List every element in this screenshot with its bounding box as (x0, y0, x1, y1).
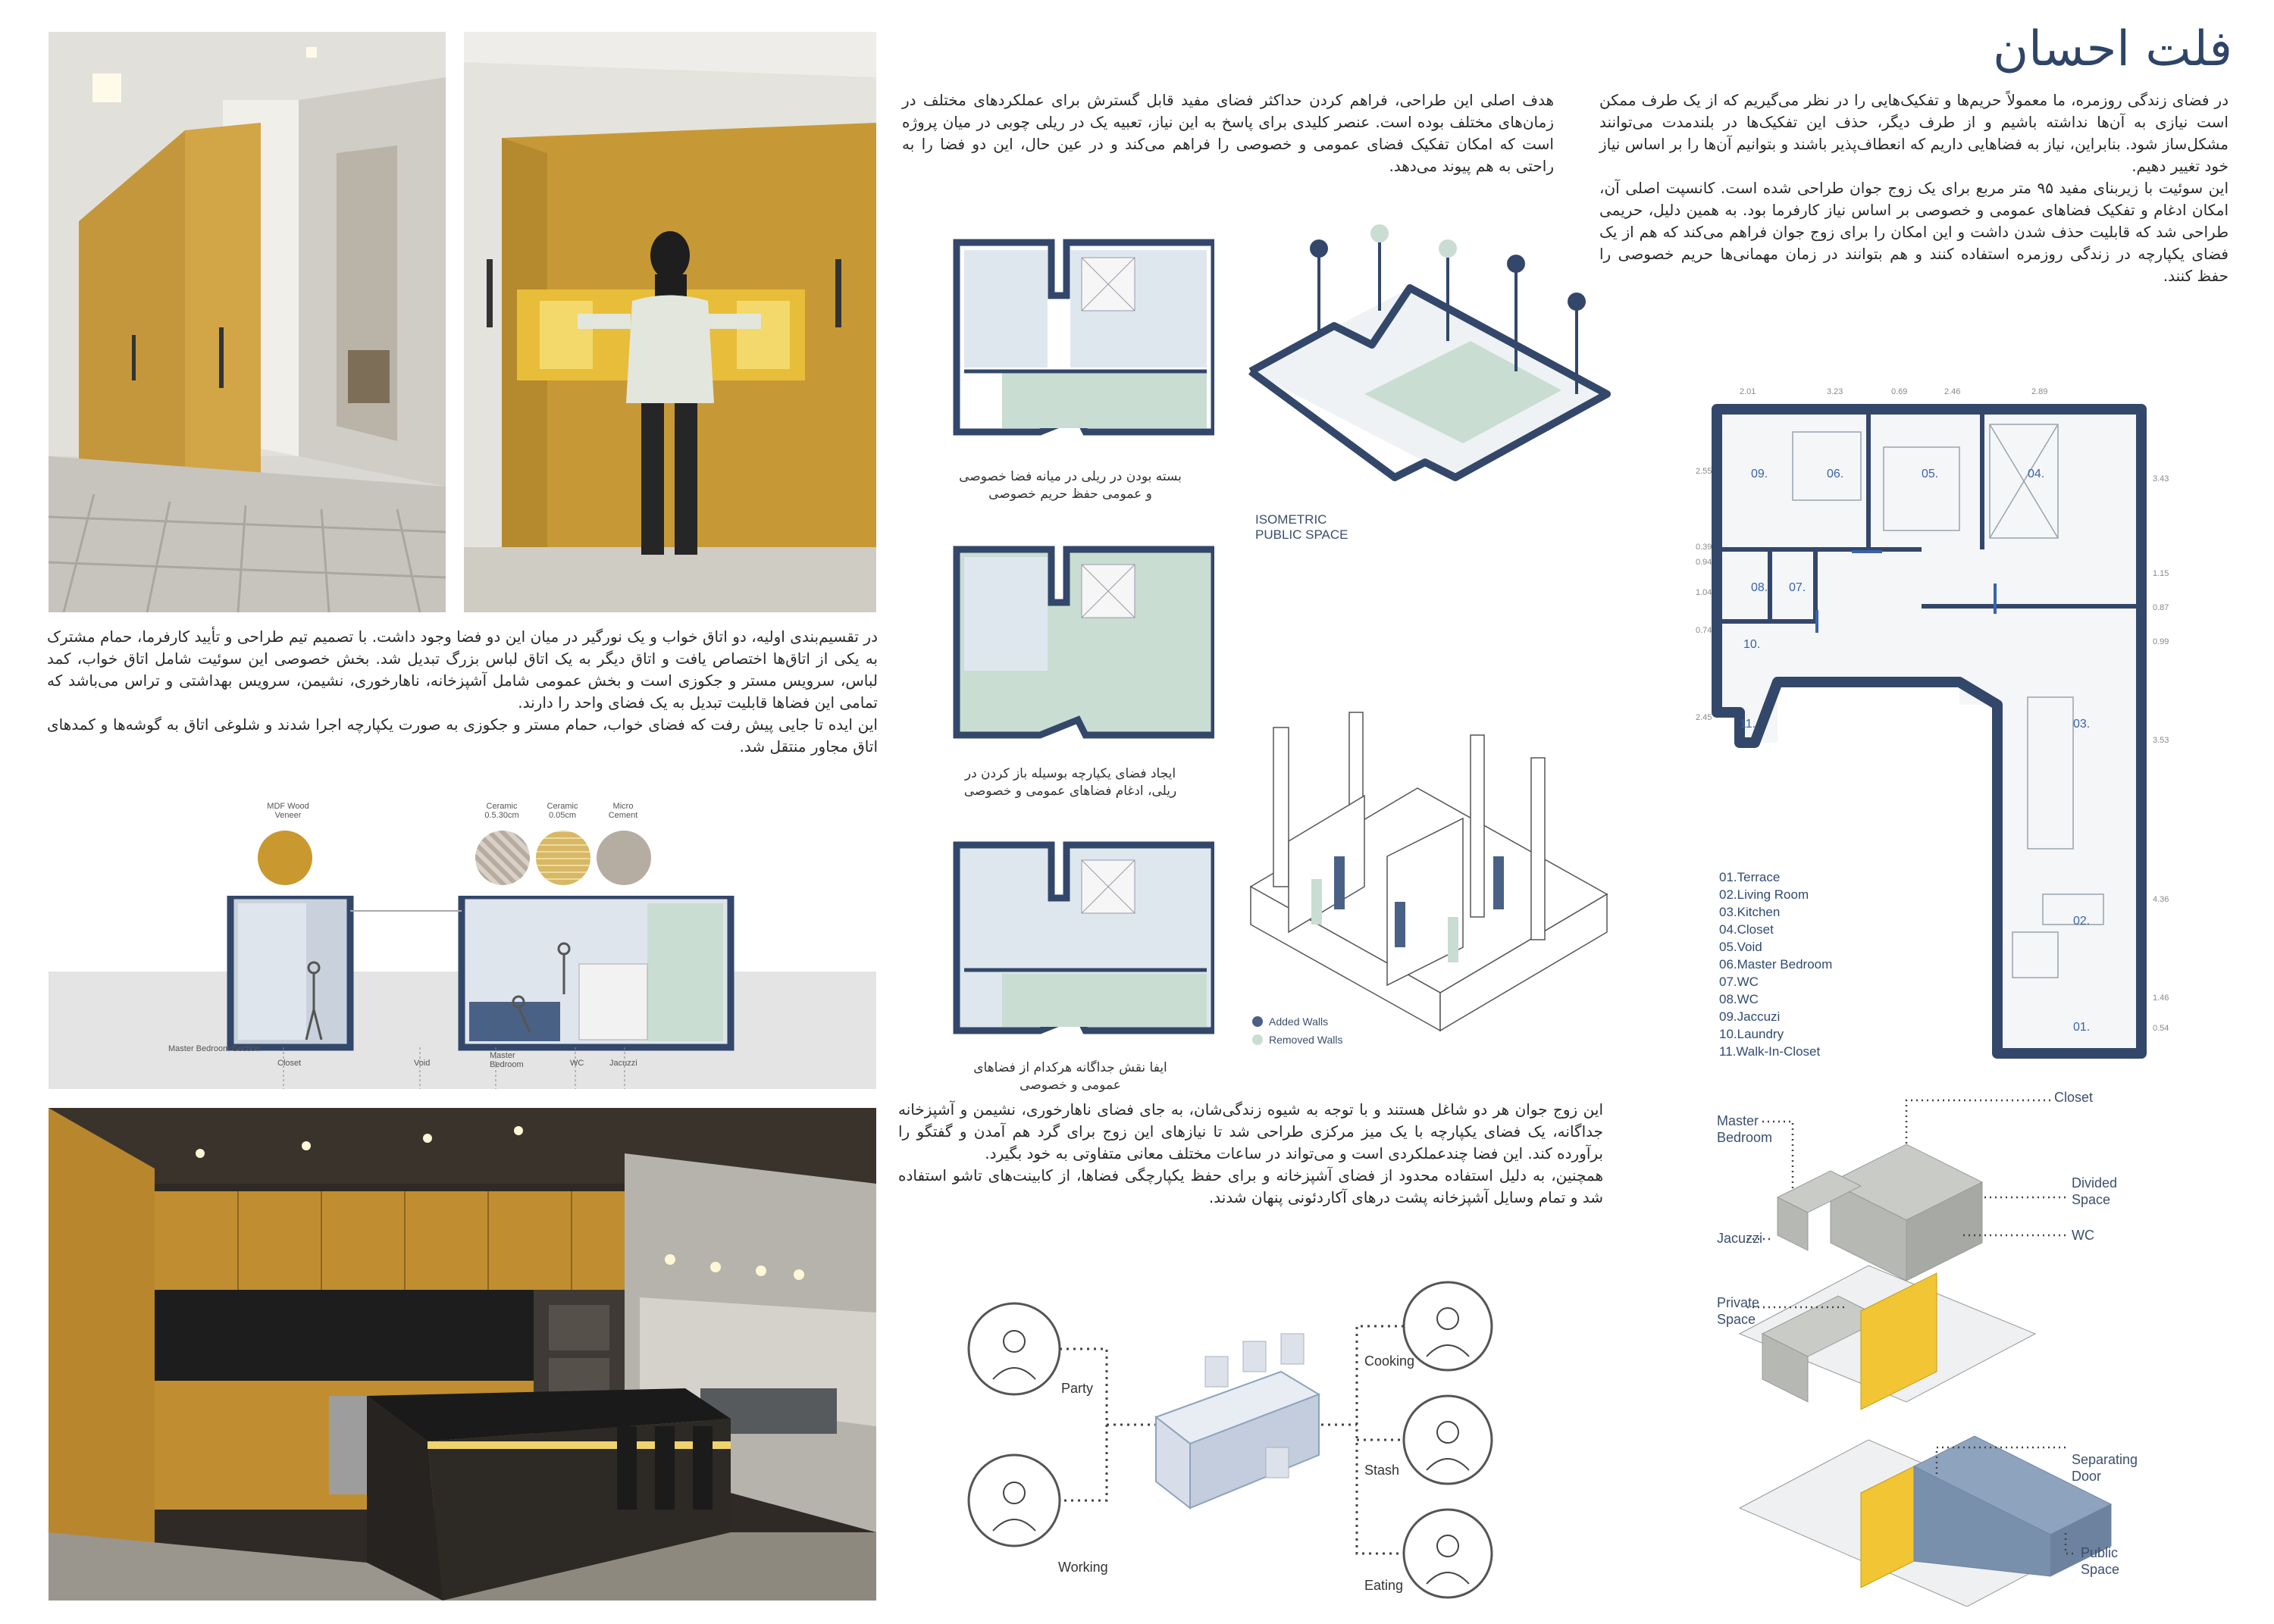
intro-paragraph: در فضای زندگی روزمره، ما معمولاً حریم‌ها و تفکیک‌هایی را در نظر می‌گیریم که از یک طرف ممکن است نیازی به آن‌ها نداشته باشیم و از طرف دیگر، حذف این تفکیک‌ها در بلندمدت می‌توانند مشکل‌ساز شود. بنابراین، نیاز به فضاهایی داریم که انعطاف‌پذیر باشند و بتوانیم آن‌ها را بر اساس نیاز خود تغییر دهیم. این سوئیت با زیربنای مفید ۹۵ متر مربع برای یک زوج جوان طراحی شده است. کانسپت اصلی آن، امکان ادغام و تفکیک فضاهای عمومی و خصوصی بر اساس نیاز کارفرما بود. به همین دلیل، حریمی طراحی شد که قابلیت حذف شدن داشت و این امکان را برای زوج جوان فراهم می‌کند که هم از یک فضای یکپارچه در زندگی روزمره استفاده کنند و هم بتوانند در زمان مهمانی‌ها حریم خصوصی را حفظ کنند. (1599, 91, 2229, 285)
room-legend-item: 09.Jaccuzi (1719, 1009, 1781, 1024)
activity-label-stash: Stash (1364, 1463, 1400, 1478)
corridor-photo-drawing (49, 32, 446, 612)
dimension-label: 4.36 (2153, 895, 2169, 904)
dimension-label: 0.54 (2153, 1024, 2169, 1033)
room-legend-item: 08.WC (1719, 992, 1759, 1006)
small-plan-1 (926, 227, 1214, 455)
exploded-axonometric (1717, 1084, 2141, 1607)
material-swatch-microcement (597, 831, 651, 885)
master-bedroom-section (49, 896, 876, 1089)
activity-label-party: Party (1061, 1381, 1094, 1396)
section-label-master: Master Bedroom (490, 1051, 524, 1069)
removed-walls-swatch (1252, 1034, 1263, 1045)
section-title: Master Bedroom Section (168, 1044, 261, 1053)
material-swatch-ceramic-herringbone (475, 831, 530, 885)
material-label-4: Micro Cement (608, 802, 638, 820)
room-legend-item: 10.Laundry (1719, 1027, 1784, 1041)
kitchen-photo-drawing (49, 1108, 876, 1601)
material-swatch-ceramic-grid (536, 831, 590, 885)
exploded-label-closet: Closet (2054, 1090, 2094, 1105)
dimension-label: 0.39 (1696, 543, 1712, 552)
couple-paragraph: این زوج جوان هر دو شاغل هستند و با توجه به شیوه زندگی‌شان، به جای فضای ناهارخوری، نشیمن و آشپزخانه جداگانه، یک فضای یکپارچه با یک میز مرکزی طراحی شد تا نیازهای این زوج برای گرد هم آمدن و گفتگو را برآورده کند. این فضا چندعملکردی است و می‌تواند در ساعات مختلف معانی متفاوتی به خود بگیرد. همچنین، به دلیل استفاده محدود از فضای آشپزخانه و برای حفظ یکپارچگی فضاها، از کابینت‌های تاشو استفاده شد و تمام وسایل آشپزخانه پشت درهای آکاردئونی پنهان شدند. (898, 1100, 1603, 1206)
isometric-public-space (1243, 220, 1637, 500)
room-number-label: 11. (1740, 718, 1756, 731)
isometric-label: ISOMETRIC PUBLIC SPACE (1255, 512, 1348, 542)
added-walls-label: Added Walls (1269, 1015, 1329, 1028)
exploded-label-private: Private Space (1717, 1295, 1760, 1327)
dimension-label: 2.01 (1740, 387, 1756, 396)
small-plan-3 (926, 834, 1214, 1053)
exploded-label-jacuzzi: Jacuzzi (1717, 1231, 1763, 1246)
plan-diagram-separate (926, 834, 1214, 1053)
walls-legend-added (1252, 1015, 1328, 1028)
exploded-drawing (1717, 1084, 2141, 1607)
room-legend-item: 06.Master Bedroom (1719, 957, 1833, 972)
material-label-3: Ceramic 0.05cm (547, 802, 578, 820)
exploded-label-public: Public Space (2081, 1545, 2120, 1577)
plan-diagram-open (926, 538, 1214, 758)
material-label-2: Ceramic 0.5.30cm (484, 802, 519, 820)
section-label-closet: Closet (277, 1059, 302, 1068)
section-drawing (49, 896, 876, 1089)
page-title: فلت احسان (1993, 21, 2232, 77)
dimension-label: 2.45 (1696, 713, 1712, 722)
dimension-label: 2.46 (1944, 387, 1961, 396)
room-number-label: 03. (2073, 718, 2091, 731)
room-legend-item: 03.Kitchen (1719, 905, 1781, 919)
photo-corridor-door (49, 32, 446, 612)
room-legend-item: 02.Living Room (1719, 887, 1809, 902)
dimension-label: 3.53 (2153, 736, 2169, 745)
exploded-label-separating: Separating Door (2072, 1452, 2138, 1484)
room-number-label: 05. (1922, 468, 1939, 480)
small-plan-2 (926, 538, 1214, 758)
activity-label-cooking: Cooking (1364, 1353, 1415, 1369)
room-legend (1719, 868, 1947, 1060)
added-walls-swatch (1252, 1016, 1263, 1027)
dimension-label: 0.99 (2153, 637, 2169, 646)
materials-panel (250, 802, 675, 885)
plan-diagram-closed (926, 227, 1214, 455)
room-legend-item: 01.Terrace (1719, 870, 1781, 884)
room-legend-item: 11.Walk-In-Closet (1719, 1044, 1821, 1059)
section-label-void: Void (414, 1059, 431, 1068)
material-label-1: MDF Wood Veneer (267, 802, 309, 820)
partition-paragraph: در تقسیم‌بندی اولیه، دو اتاق خواب و یک نورگیر در میان این دو فضا وجود داشت. با تصمیم تیم طراحی و تأیید کارفرما، حمام مشترک به یکی از اتاق‌ها اختصاص یافت و اتاق دیگر به یک اتاق لباس بزرگ تبدیل شد. بخش خصوصی این سوئیت شامل اتاق خواب، کمد لباس، سرویس مستر و جکوزی است و بخش عمومی شامل آشپزخانه، ناهارخوری، نشیمن، سرویس بهداشتی و تراس می‌باشد که تمامی این فضاها قابلیت تبدیل به یک فضای واحد را دارند. این ایده تا جایی پیش رفت که فضای خواب، حمام مستر و جکوزی به صورت یکپارچه اجرا شدند و شلوغی اتاق به گوشه‌ها و کمدهای اتاق مجاور منتقل شد. (47, 627, 878, 756)
room-number-label: 04. (2028, 468, 2045, 480)
woman-photo-drawing (464, 32, 876, 612)
isometric-drawing (1243, 220, 1637, 500)
room-number-label: 02. (2073, 915, 2091, 928)
section-label-jacuzzi: Jacuzzi (609, 1059, 637, 1068)
plan-caption-3: ایفا نقش جداگانه هرکدام از فضاهای عمومی و خصوصی (973, 1060, 1167, 1093)
photo-woman-door (464, 32, 876, 612)
material-swatch-wood (258, 831, 312, 885)
dimension-label: 2.55 (1696, 467, 1712, 476)
walls-legend-removed (1252, 1034, 1343, 1046)
dimension-label: 1.04 (1696, 588, 1712, 597)
room-number-label: 10. (1743, 638, 1761, 651)
dimension-label: 3.23 (1827, 387, 1843, 396)
dimension-label: 3.43 (2153, 474, 2169, 483)
activities-diagram (963, 1281, 1508, 1607)
dimension-label: 2.89 (2031, 387, 2048, 396)
exploded-label-divided: Divided Space (2072, 1175, 2118, 1207)
room-number-label: 08. (1751, 581, 1768, 594)
room-number-label: 07. (1789, 581, 1806, 594)
photo-kitchen (49, 1108, 876, 1601)
section-label-wc: WC (570, 1059, 584, 1068)
exploded-label-wc: WC (2072, 1228, 2094, 1243)
dimension-label: 0.94 (1696, 558, 1712, 567)
dimension-label: 0.74 (1696, 626, 1712, 635)
dimension-label: 1.15 (2153, 569, 2169, 578)
dimension-label: 0.87 (2153, 603, 2169, 612)
exploded-label-master: Master Bedroom (1717, 1113, 1773, 1145)
activity-label-eating: Eating (1364, 1578, 1404, 1593)
dimension-label: 0.69 (1891, 387, 1908, 396)
dimension-label: 1.46 (2153, 993, 2169, 1003)
removed-walls-label: Removed Walls (1269, 1034, 1343, 1046)
room-legend-item: 07.WC (1719, 975, 1759, 989)
room-number-label: 06. (1827, 468, 1844, 480)
activities-drawing (963, 1281, 1508, 1607)
activity-label-working: Working (1058, 1560, 1108, 1575)
plan-caption-2: ایجاد فضای یکپارچه بوسیله باز کردن در ریلی، ادغام فضاهای عمومی و خصوصی (963, 766, 1177, 799)
room-number-label: 01. (2073, 1021, 2091, 1034)
room-number-label: 09. (1751, 468, 1768, 480)
room-legend-item: 04.Closet (1719, 922, 1774, 937)
plan-caption-1: بسته بودن در ریلی در میانه فضا خصوصی و عمومی حفظ حریم خصوصی (959, 469, 1182, 502)
room-legend-item: 05.Void (1719, 940, 1762, 954)
goal-paragraph: هدف اصلی این طراحی، فراهم کردن حداکثر فضای مفید قابل گسترش برای عملکردهای مختلف در زمان‌های مختلف بوده است. عنصر کلیدی برای پاسخ به این نیاز، تعبیه یک در ریلی چوبی در میان پروژه است که امکان تفکیک فضای عمومی و خصوصی را فراهم می‌کند و در عین حال، این دو فضا را به راحتی به هم پیوند می‌دهد. (902, 91, 1554, 175)
